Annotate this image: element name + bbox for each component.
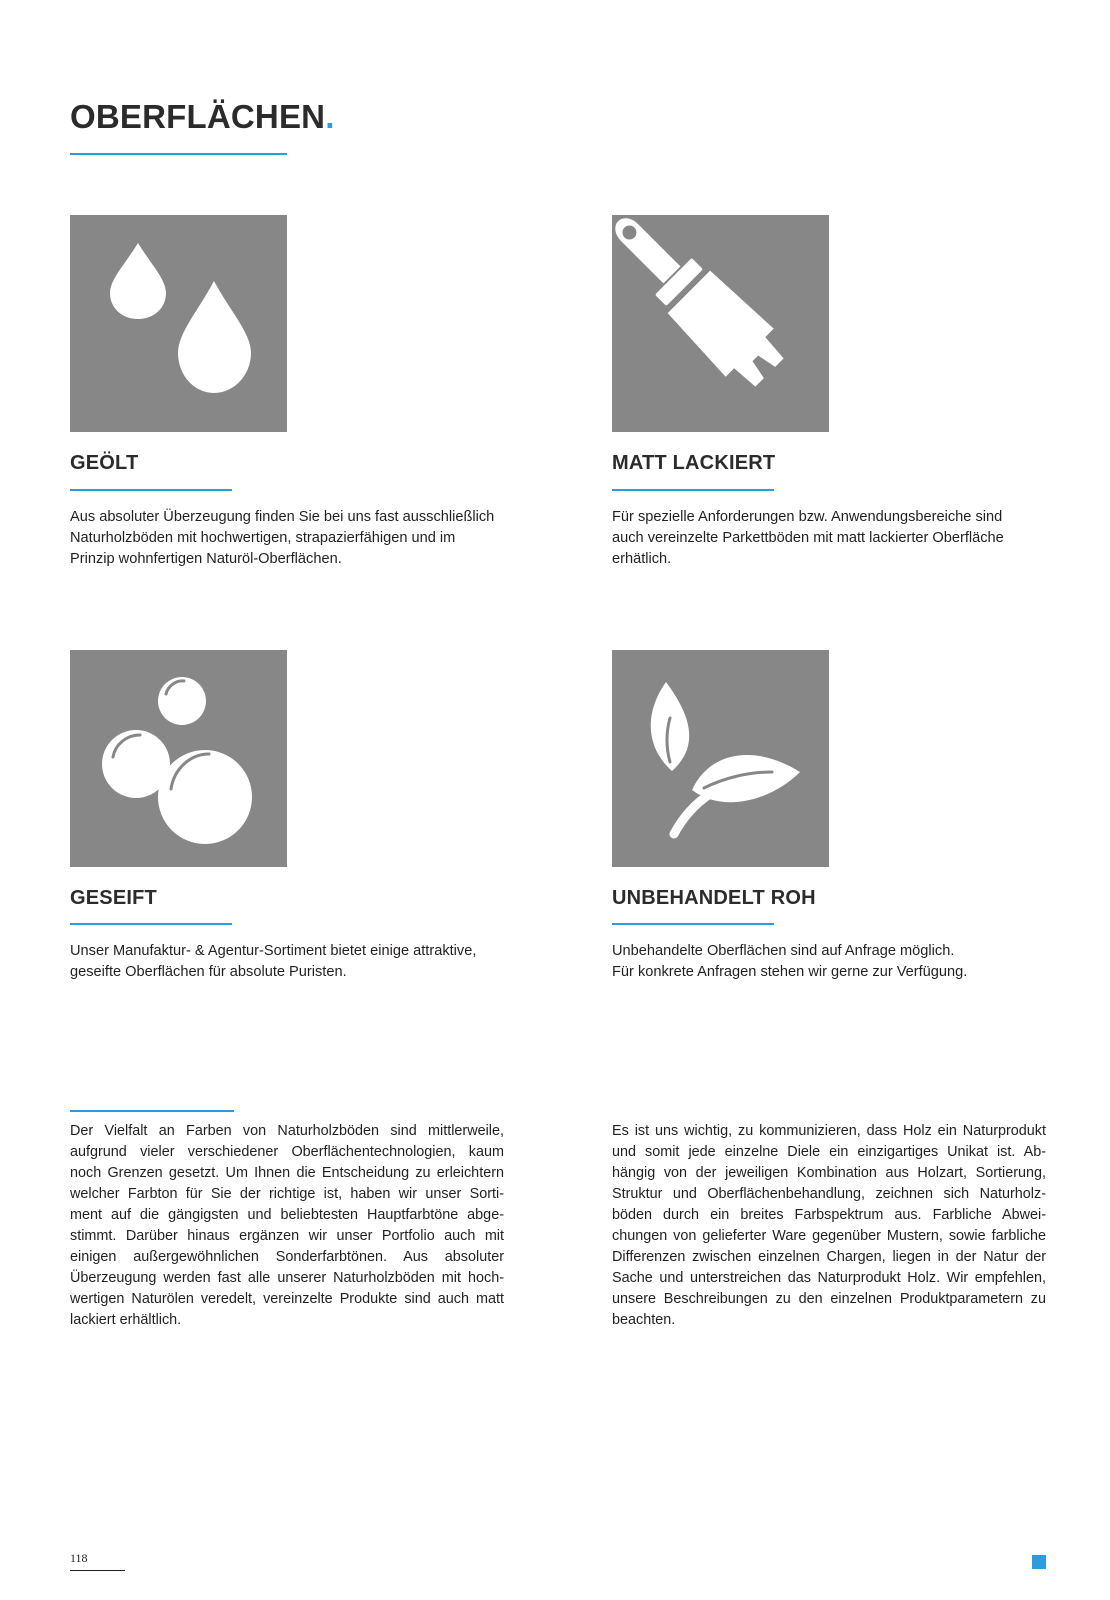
text-line: Naturholzböden mit hochwertigen, strapazierfähigen und im bbox=[70, 530, 456, 546]
body-rule bbox=[70, 1110, 234, 1112]
text-line: unsere Beschreibungen zu den einzelnen Produktparametern zu bbox=[612, 1291, 1046, 1307]
section-underline-geseift bbox=[70, 923, 232, 925]
corner-marker bbox=[1032, 1555, 1046, 1569]
text-line: hängig von der jeweiligen Kombination aus Holzart, Sortierung, bbox=[612, 1165, 1046, 1181]
text-line: stimmt. Darüber hinaus ergänzen wir unser Portfolio auch mit bbox=[70, 1228, 504, 1244]
text-line: geseifte Oberflächen für absolute Puristen. bbox=[70, 964, 347, 980]
text-line: Sache und unterstreichen das Naturprodukt Holz. Wir empfehlen, bbox=[612, 1270, 1046, 1286]
page-title-dot: . bbox=[325, 98, 335, 135]
text-line: auch vereinzelte Parkettböden mit matt lackierter Oberfläche bbox=[612, 530, 1004, 546]
text-line: Der Vielfalt an Farben von Naturholzböden sind mittlerweile, bbox=[70, 1123, 504, 1139]
text-line: Differenzen zwischen einzelnen Chargen, liegen in der Natur der bbox=[612, 1249, 1046, 1265]
text-line: beachten. bbox=[612, 1312, 676, 1328]
section-heading-unbehandelt-roh: UNBEHANDELT ROH bbox=[612, 887, 816, 909]
page-title bbox=[70, 100, 335, 133]
section-heading-matt-lackiert: MATT LACKIERT bbox=[612, 452, 776, 474]
text-line: Überzeugung werden fast alle unserer Naturholzböden mit hoch- bbox=[70, 1270, 504, 1286]
section-text-unbehandelt-roh bbox=[612, 941, 1052, 983]
text-line: lackiert erhältlich. bbox=[70, 1312, 182, 1328]
text-line: Aus absoluter Überzeugung finden Sie bei uns fast ausschließlich bbox=[70, 509, 495, 525]
body-text-right bbox=[612, 1121, 1046, 1331]
text-line: aufgrund vieler verschiedener Oberflächentechnologien, kaum bbox=[70, 1144, 504, 1160]
section-underline-matt-lackiert bbox=[612, 489, 774, 491]
text-line: chungen von gelieferter Ware gegenüber Mustern, sowie farbliche bbox=[612, 1228, 1046, 1244]
section-text-matt-lackiert bbox=[612, 507, 1052, 570]
text-line: Unser Manufaktur- & Agentur-Sortiment bietet einige attraktive, bbox=[70, 943, 477, 959]
text-line: Für konkrete Anfragen stehen wir gerne zur Verfügung. bbox=[612, 964, 968, 980]
text-line: noch Grenzen gesetzt. Um Ihnen die Entscheidung zu erleichtern bbox=[70, 1165, 504, 1181]
text-line: wertigen Naturölen veredelt, vereinzelte Produkte sind auch matt bbox=[70, 1291, 504, 1307]
page-number-underline bbox=[70, 1570, 125, 1571]
section-heading-geoelt: GEÖLT bbox=[70, 452, 139, 474]
text-line: welcher Farbton für Sie der richtige ist, haben wir unser Sorti- bbox=[70, 1186, 504, 1202]
body-text-left bbox=[70, 1121, 504, 1331]
text-line: einigen außergewöhnlichen Sonderfarbtönen. Aus absoluter bbox=[70, 1249, 504, 1265]
text-line: Für spezielle Anforderungen bzw. Anwendungsbereiche sind bbox=[612, 509, 1003, 525]
text-line: und somit jede einzelne Diele ein einzigartiges Unikat ist. Ab- bbox=[612, 1144, 1046, 1160]
paint-brush-icon bbox=[612, 215, 829, 432]
oil-drops-icon bbox=[70, 215, 287, 432]
page-number: 118 bbox=[70, 1551, 88, 1565]
text-line: böden durch ein breites Farbspektrum aus. Farbliche Abwei- bbox=[612, 1207, 1046, 1223]
text-line: ment auf die gängigsten und beliebtesten Hauptfarbtöne abge- bbox=[70, 1207, 504, 1223]
section-underline-unbehandelt-roh bbox=[612, 923, 774, 925]
page-title-text: OBERFLÄCHEN bbox=[70, 98, 326, 135]
leaves-icon bbox=[612, 650, 829, 867]
section-underline-geoelt bbox=[70, 489, 232, 491]
section-text-geseift bbox=[70, 941, 510, 983]
text-line: erhätlich. bbox=[612, 551, 672, 567]
section-text-geoelt bbox=[70, 507, 510, 570]
text-line: Struktur und Oberflächenbehandlung, zeichnen sich Naturholz- bbox=[612, 1186, 1046, 1202]
text-line: Es ist uns wichtig, zu kommunizieren, dass Holz ein Naturprodukt bbox=[612, 1123, 1046, 1139]
text-line: Prinzip wohnfertigen Naturöl-Oberflächen. bbox=[70, 551, 342, 567]
section-heading-geseift: GESEIFT bbox=[70, 887, 157, 909]
text-line: Unbehandelte Oberflächen sind auf Anfrage möglich. bbox=[612, 943, 955, 959]
title-underline bbox=[70, 153, 287, 155]
soap-bubbles-icon bbox=[70, 650, 287, 867]
